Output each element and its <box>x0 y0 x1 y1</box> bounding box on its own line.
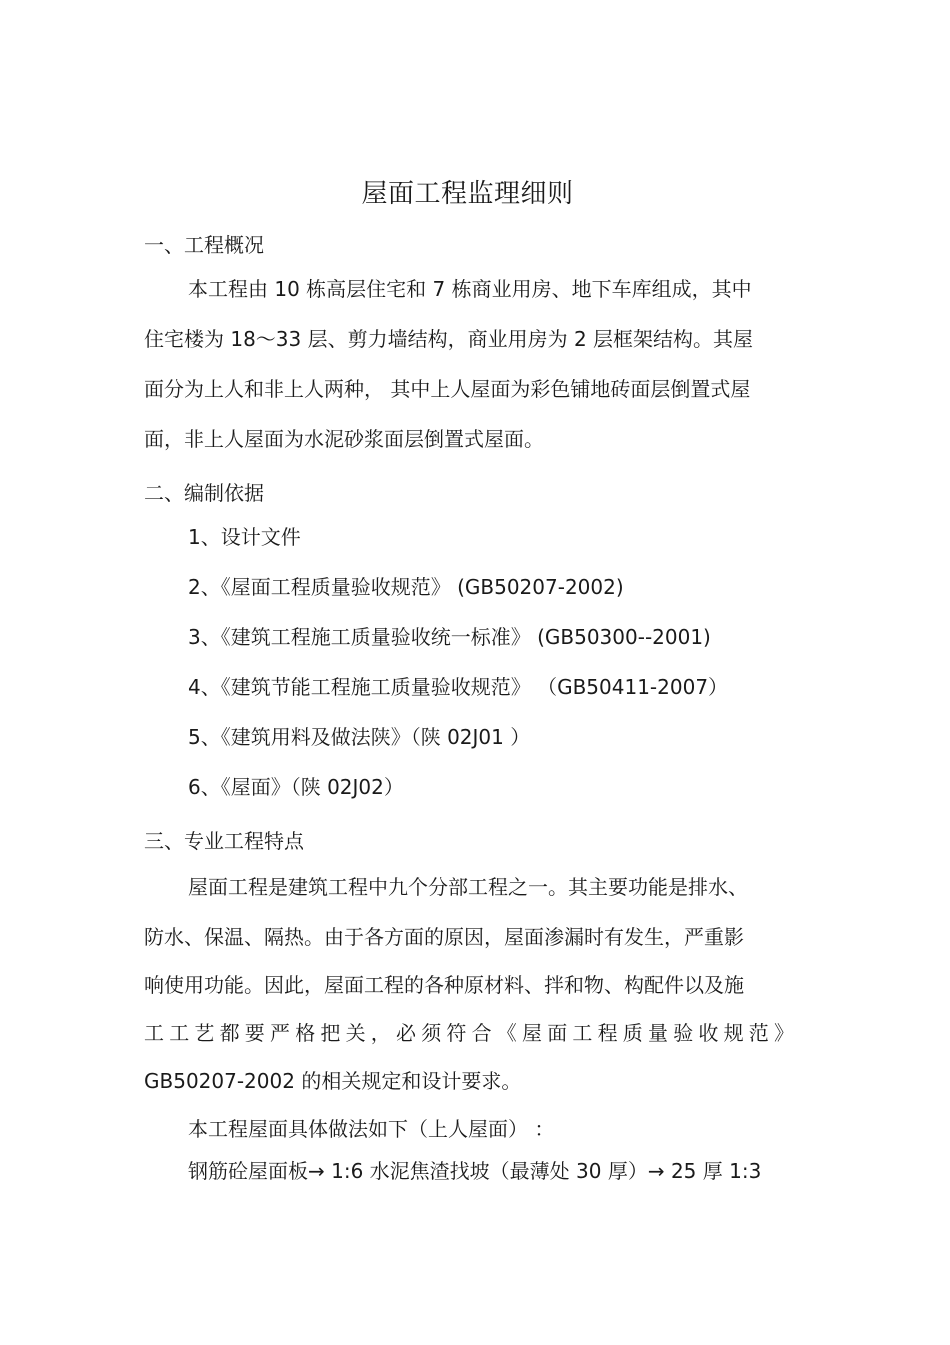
list-item: 6、《屋面》（陕 02J02） <box>188 775 404 799</box>
list-item: 3、《建筑工程施工质量验收统一标准》 (GB50300--2001) <box>188 625 711 649</box>
section-heading-overview: 一、工程概况 <box>144 233 264 257</box>
paragraph-line: 本工程由 10 栋高层住宅和 7 栋商业用房、地下车库组成，其中 <box>188 277 752 301</box>
list-item: 4、《建筑节能工程施工质量验收规范》 （GB50411-2007） <box>188 675 729 699</box>
section-heading-features: 三、专业工程特点 <box>144 829 304 853</box>
paragraph-line: 面，非上人屋面为水泥砂浆面层倒置式屋面。 <box>144 427 544 451</box>
list-item: 1、设计文件 <box>188 525 301 549</box>
paragraph-line: 屋面工程是建筑工程中九个分部工程之一。其主要功能是排水、 <box>188 875 748 899</box>
paragraph-line: GB50207-2002 的相关规定和设计要求。 <box>144 1069 522 1093</box>
paragraph-line: 钢筋砼屋面板→ 1:6 水泥焦渣找坡（最薄处 30 厚）→ 25 厚 1:3 <box>188 1159 762 1183</box>
paragraph-line: 工工艺都要严格把关，必须符合《屋面工程质量验收规范》 <box>144 1021 800 1045</box>
list-item: 2、《屋面工程质量验收规范》 (GB50207-2002) <box>188 575 624 599</box>
paragraph-line: 防水、保温、隔热。由于各方面的原因，屋面渗漏时有发生，严重影 <box>144 925 744 949</box>
list-item: 5、《建筑用料及做法陕》（陕 02J01 ） <box>188 725 531 749</box>
paragraph-line: 响使用功能。因此，屋面工程的各种原材料、拌和物、构配件以及施 <box>144 973 744 997</box>
paragraph-line: 本工程屋面具体做法如下（上人屋面） ： <box>188 1117 555 1141</box>
paragraph-line: 住宅楼为 18～33 层、剪力墙结构，商业用房为 2 层框架结构。其屋 <box>144 327 754 351</box>
section-heading-basis: 二、编制依据 <box>144 481 264 505</box>
document-title: 屋面工程监理细则 <box>361 179 574 209</box>
paragraph-line: 面分为上人和非上人两种， 其中上人屋面为彩色铺地砖面层倒置式屋 <box>144 377 751 401</box>
